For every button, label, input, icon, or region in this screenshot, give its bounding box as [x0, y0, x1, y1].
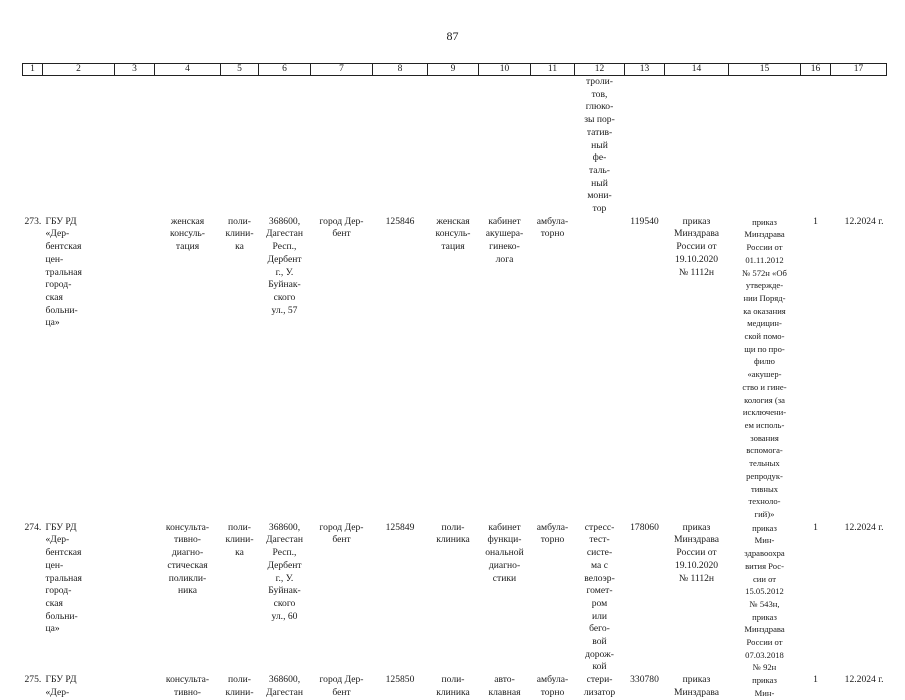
- cell-line: № 92н: [752, 662, 777, 673]
- cell-line: больни-: [45, 610, 78, 622]
- cell-line: Дербент: [267, 559, 302, 571]
- cell-line: «Дер-: [45, 534, 70, 546]
- continuation-cell-4: [155, 76, 221, 216]
- cell-col-10: [479, 522, 531, 674]
- cell-line: 01.11.2012: [745, 254, 784, 265]
- cell-col-2: [43, 674, 115, 699]
- cell-line: исключени-: [742, 407, 787, 418]
- column-number-row: [23, 64, 887, 76]
- cell-line: акушера-: [485, 228, 524, 240]
- cell-line: приказ: [752, 675, 777, 686]
- cell-line: г., У.: [275, 266, 294, 278]
- column-number-2: 2: [43, 64, 115, 76]
- cell-line: город-: [45, 279, 72, 291]
- cell-line: приказ: [752, 522, 777, 533]
- cell-line: клини-: [225, 228, 254, 240]
- cell-line: тральная: [45, 266, 82, 278]
- cell-line: дорож-: [585, 648, 614, 660]
- cell-line: консуль-: [170, 228, 205, 240]
- cell-col-17: [831, 216, 887, 522]
- cell-line: гомет-: [586, 585, 613, 597]
- cell-line: систе-: [586, 547, 613, 559]
- cell-line: 368600,: [268, 521, 301, 533]
- continuation-cell-7: [311, 76, 373, 216]
- cell-line: 12.2024 г.: [844, 674, 884, 686]
- cell-line: тация: [175, 241, 200, 253]
- cell-line: цен-: [45, 559, 64, 571]
- cell-line: ка: [235, 241, 244, 253]
- cell-line: стики: [492, 572, 517, 584]
- cell-col-9: [428, 216, 479, 522]
- cell-col-6: [259, 674, 311, 699]
- cell-line: медицин-: [747, 318, 782, 329]
- cell-col-4: [155, 216, 221, 522]
- table-row: [23, 674, 887, 699]
- cell-line: стическая: [167, 559, 208, 571]
- cell-line: вспомога-: [746, 445, 783, 456]
- cell-line: тация: [441, 241, 465, 253]
- column-number-8: 8: [373, 64, 428, 76]
- cell-line: 125849: [385, 521, 415, 533]
- cell-line: 15.05.2012: [745, 586, 784, 597]
- cell-line: клини-: [225, 686, 254, 698]
- cell-line: таль-: [588, 164, 610, 176]
- cell-line: больни-: [45, 304, 78, 316]
- cell-line: Минздрава: [744, 229, 785, 240]
- cell-line: лизатор: [583, 686, 616, 698]
- cell-line: диагно-: [171, 547, 204, 559]
- cell-col-2: [43, 216, 115, 522]
- cell-line: мони-: [587, 190, 612, 202]
- cell-line: 1: [813, 674, 818, 686]
- cell-line: поли-: [441, 674, 465, 686]
- cell-line: поли-: [228, 521, 251, 533]
- cell-line: ство и гине-: [742, 381, 787, 392]
- continuation-cell-6: [259, 76, 311, 216]
- cell-line: ская: [45, 291, 63, 303]
- continuation-cell-16: [801, 76, 831, 216]
- cell-line: цен-: [45, 253, 64, 265]
- cell-line: № 572н «Об: [742, 267, 787, 278]
- continuation-cell-8: [373, 76, 428, 216]
- cell-line: 368600,: [268, 215, 301, 227]
- cell-line: 1: [813, 521, 818, 533]
- cell-col-16: [801, 216, 831, 522]
- cell-line: или: [591, 610, 608, 622]
- cell-line: России от: [676, 547, 717, 559]
- cell-line: утвержде-: [745, 280, 784, 291]
- cell-line: Минздрава: [744, 624, 785, 635]
- cell-line: ка: [235, 547, 244, 559]
- cell-line: тивно-: [174, 686, 201, 698]
- cell-line: ональной: [485, 547, 524, 559]
- cell-line: торно: [540, 686, 565, 698]
- cell-line: город Дер-: [319, 215, 364, 227]
- cell-line: № 1112н: [678, 266, 715, 278]
- cell-line: приказ: [682, 521, 711, 533]
- cell-col-6: [259, 216, 311, 522]
- cell-line: Мин-: [754, 535, 775, 546]
- cell-col-12: [575, 522, 625, 674]
- cell-line: ем исполь-: [744, 419, 785, 430]
- cell-line: клиника: [436, 686, 470, 698]
- cell-line: «Дер-: [45, 228, 70, 240]
- continuation-cell-2: [43, 76, 115, 216]
- cell-line: глюко-: [585, 101, 614, 113]
- column-number-4: 4: [155, 64, 221, 76]
- continuation-cell-3: [115, 76, 155, 216]
- cell-line: консульта-: [165, 521, 210, 533]
- cell-line: 1: [813, 215, 818, 227]
- cell-line: амбула-: [536, 521, 569, 533]
- continuation-cell-5: [221, 76, 259, 216]
- cell-col-17: [831, 674, 887, 699]
- cell-line: здравоохра: [744, 548, 785, 559]
- equipment-table: [22, 63, 887, 700]
- cell-col-1: 274.: [24, 521, 42, 533]
- cell-line: консуль-: [435, 228, 471, 240]
- cell-line: Дагестан: [265, 228, 304, 240]
- cell-line: ный: [591, 177, 608, 189]
- cell-line: вой: [592, 636, 607, 648]
- column-number-12: 12: [575, 64, 625, 76]
- cell-line: тор: [592, 203, 607, 215]
- cell-line: бего-: [589, 623, 610, 635]
- cell-line: № 543н,: [749, 598, 780, 609]
- cell-line: функци-: [487, 534, 522, 546]
- cell-line: амбула-: [536, 674, 569, 686]
- cell-line: гий)»: [754, 508, 775, 519]
- cell-col-9: [428, 674, 479, 699]
- cell-col-10: [479, 674, 531, 699]
- cell-line: ца»: [45, 317, 60, 329]
- cell-line: России от: [746, 637, 783, 648]
- cell-line: клиника: [436, 534, 470, 546]
- cell-line: трoли-: [585, 76, 614, 87]
- cell-line: бент: [332, 686, 351, 698]
- cell-line: поликли-: [168, 572, 207, 584]
- cell-col-7: [311, 674, 373, 699]
- cell-line: авто-: [494, 674, 515, 686]
- cell-col-9: [428, 522, 479, 674]
- cell-col-7: [311, 522, 373, 674]
- column-number-7: 7: [311, 64, 373, 76]
- continuation-cell-14: [665, 76, 729, 216]
- cell-line: кой: [592, 661, 607, 673]
- column-number-10: 10: [479, 64, 531, 76]
- cell-line: Минздрава: [673, 228, 719, 240]
- cell-line: тест-: [589, 534, 610, 546]
- cell-col-11: [531, 216, 575, 522]
- continuation-cell-11: [531, 76, 575, 216]
- cell-line: лога: [495, 253, 514, 265]
- cell-line: ул., 60: [271, 610, 298, 622]
- cell-col-6: [259, 522, 311, 674]
- cell-line: 368600,: [268, 674, 301, 686]
- cell-line: женская: [436, 215, 470, 227]
- cell-col-2: [43, 522, 115, 674]
- cell-col-17: [831, 522, 887, 674]
- cell-col-1: 273.: [24, 215, 42, 227]
- cell-line: приказ: [752, 216, 777, 227]
- cell-line: Мин-: [754, 687, 775, 698]
- column-number-9: 9: [428, 64, 479, 76]
- cell-line: 119540: [630, 215, 659, 227]
- continuation-cell-1: [23, 76, 43, 216]
- cell-col-4: [155, 522, 221, 674]
- cell-line: бентская: [45, 241, 82, 253]
- cell-line: кабинет: [488, 521, 521, 533]
- cell-col-10: [479, 216, 531, 522]
- cell-line: России от: [746, 242, 783, 253]
- cell-col-15: [729, 674, 801, 699]
- cell-line: ГБУ РД: [45, 674, 77, 686]
- column-number-13: 13: [625, 64, 665, 76]
- continuation-cell-9: [428, 76, 479, 216]
- column-number-17: 17: [831, 64, 887, 76]
- cell-col-5: [221, 216, 259, 522]
- cell-line: 19.10.2020: [674, 253, 719, 265]
- column-number-16: 16: [801, 64, 831, 76]
- cell-col-8: [373, 216, 428, 522]
- column-number-5: 5: [221, 64, 259, 76]
- cell-line: 178060: [630, 521, 659, 533]
- cell-line: бент: [332, 534, 351, 546]
- cell-col-3: [115, 522, 155, 674]
- column-number-6: 6: [259, 64, 311, 76]
- cell-line: зования: [750, 432, 779, 443]
- cell-line: 330780: [630, 674, 659, 686]
- cell-col-8: [373, 674, 428, 699]
- cell-line: тивно-: [174, 534, 201, 546]
- cell-line: ца»: [45, 623, 60, 635]
- cell-line: Дагестан: [265, 534, 304, 546]
- cell-line: техноло-: [748, 496, 781, 507]
- cell-line: клавная: [488, 686, 521, 698]
- cell-line: стери-: [586, 674, 613, 686]
- cell-line: тельных: [749, 458, 780, 469]
- cell-line: тивных: [750, 483, 779, 494]
- cell-col-4: [155, 674, 221, 699]
- cell-line: ника: [177, 585, 198, 597]
- cell-col-13: [625, 216, 665, 522]
- cell-line: 125846: [385, 215, 415, 227]
- cell-line: филю: [754, 356, 775, 367]
- cell-col-8: [373, 522, 428, 674]
- cell-col-5: [221, 674, 259, 699]
- cell-line: стресс-: [584, 521, 615, 533]
- cell-col-12: [575, 674, 625, 699]
- continuation-cell-10: [479, 76, 531, 216]
- cell-line: щи по про-: [744, 343, 785, 354]
- cell-line: ГБУ РД: [45, 215, 77, 227]
- cell-col-15: [729, 216, 801, 522]
- cell-line: фе-: [592, 152, 607, 164]
- cell-line: поли-: [441, 521, 465, 533]
- cell-col-5: [221, 522, 259, 674]
- cell-line: консульта-: [165, 674, 210, 686]
- cell-line: татив-: [586, 126, 613, 138]
- cell-line: диагно-: [488, 559, 521, 571]
- cell-col-14: [665, 674, 729, 699]
- cell-col-1: 275.: [24, 674, 42, 686]
- cell-line: кология (за: [744, 394, 785, 405]
- cell-line: бент: [332, 228, 351, 240]
- cell-line: город-: [45, 585, 72, 597]
- cell-col-3: [115, 216, 155, 522]
- cell-line: репродук-: [746, 470, 783, 481]
- continuation-cell-12: [575, 76, 625, 216]
- column-number-15: 15: [729, 64, 801, 76]
- cell-line: ского: [273, 597, 296, 609]
- cell-line: женская: [170, 215, 205, 227]
- column-number-14: 14: [665, 64, 729, 76]
- cell-line: Респ.,: [272, 241, 297, 253]
- cell-line: 12.2024 г.: [844, 215, 884, 227]
- cell-line: ского: [273, 291, 296, 303]
- cell-line: ской помо-: [744, 331, 785, 342]
- cell-line: 07.03.2018: [745, 649, 784, 660]
- cell-line: поли-: [228, 674, 251, 686]
- cell-line: Дербент: [267, 253, 302, 265]
- cell-col-11: [531, 674, 575, 699]
- cell-line: 12.2024 г.: [844, 521, 884, 533]
- cell-line: вития Рос-: [745, 560, 784, 571]
- cell-line: 19.10.2020: [674, 559, 719, 571]
- cell-line: 125850: [385, 674, 415, 686]
- cell-col-13: [625, 522, 665, 674]
- cell-line: ская: [45, 597, 63, 609]
- cell-line: ма с: [591, 559, 608, 571]
- cell-line: тов,: [591, 88, 608, 100]
- cell-line: торно: [540, 228, 565, 240]
- cell-col-14: [665, 216, 729, 522]
- cell-line: приказ: [682, 215, 711, 227]
- cell-line: ГБУ РД: [45, 521, 77, 533]
- cell-line: велоэр-: [584, 572, 615, 584]
- continuation-row: [23, 76, 887, 216]
- cell-col-7: [311, 216, 373, 522]
- continuation-cell-15: [729, 76, 801, 216]
- cell-line: зы пор-: [584, 114, 615, 126]
- cell-line: город Дер-: [319, 521, 364, 533]
- cell-line: Дагестан: [265, 686, 304, 698]
- cell-line: Буйнак-: [268, 279, 301, 291]
- cell-col-12: [575, 216, 625, 522]
- cell-col-16: [801, 674, 831, 699]
- cell-line: ром: [591, 597, 608, 609]
- cell-line: бентская: [45, 547, 82, 559]
- cell-line: ка оказания: [743, 305, 786, 316]
- page-number: 87: [446, 29, 459, 43]
- cell-line: «Дер-: [45, 686, 70, 698]
- continuation-cell-13: [625, 76, 665, 216]
- cell-line: кабинет: [488, 215, 521, 227]
- cell-line: России от: [676, 241, 717, 253]
- cell-line: Минздрава: [673, 686, 719, 698]
- cell-line: Минздрава: [673, 534, 719, 546]
- cell-line: город Дер-: [319, 674, 364, 686]
- column-number-1: 1: [23, 64, 43, 76]
- table-row: [23, 522, 887, 674]
- cell-line: приказ: [752, 611, 777, 622]
- cell-col-16: [801, 522, 831, 674]
- table-row: [23, 216, 887, 522]
- column-number-11: 11: [531, 64, 575, 76]
- cell-line: приказ: [682, 674, 711, 686]
- cell-line: Буйнак-: [268, 585, 301, 597]
- cell-line: ный: [591, 139, 608, 151]
- column-number-3: 3: [115, 64, 155, 76]
- cell-line: ул., 57: [271, 304, 298, 316]
- cell-line: № 1112н: [678, 572, 715, 584]
- cell-line: поли-: [228, 215, 251, 227]
- cell-col-14: [665, 522, 729, 674]
- cell-line: клини-: [225, 534, 254, 546]
- cell-col-13: [625, 674, 665, 699]
- cell-col-11: [531, 522, 575, 674]
- cell-line: нии Поряд-: [743, 292, 786, 303]
- cell-line: «акушер-: [747, 369, 782, 380]
- cell-line: г., У.: [275, 572, 294, 584]
- cell-col-3: [115, 674, 155, 699]
- cell-col-15: [729, 522, 801, 674]
- continuation-cell-17: [831, 76, 887, 216]
- cell-line: тральная: [45, 572, 82, 584]
- cell-line: гинеко-: [489, 241, 520, 253]
- cell-line: сии от: [752, 573, 777, 584]
- cell-line: торно: [540, 534, 565, 546]
- cell-line: Респ.,: [272, 547, 297, 559]
- cell-line: амбула-: [536, 215, 569, 227]
